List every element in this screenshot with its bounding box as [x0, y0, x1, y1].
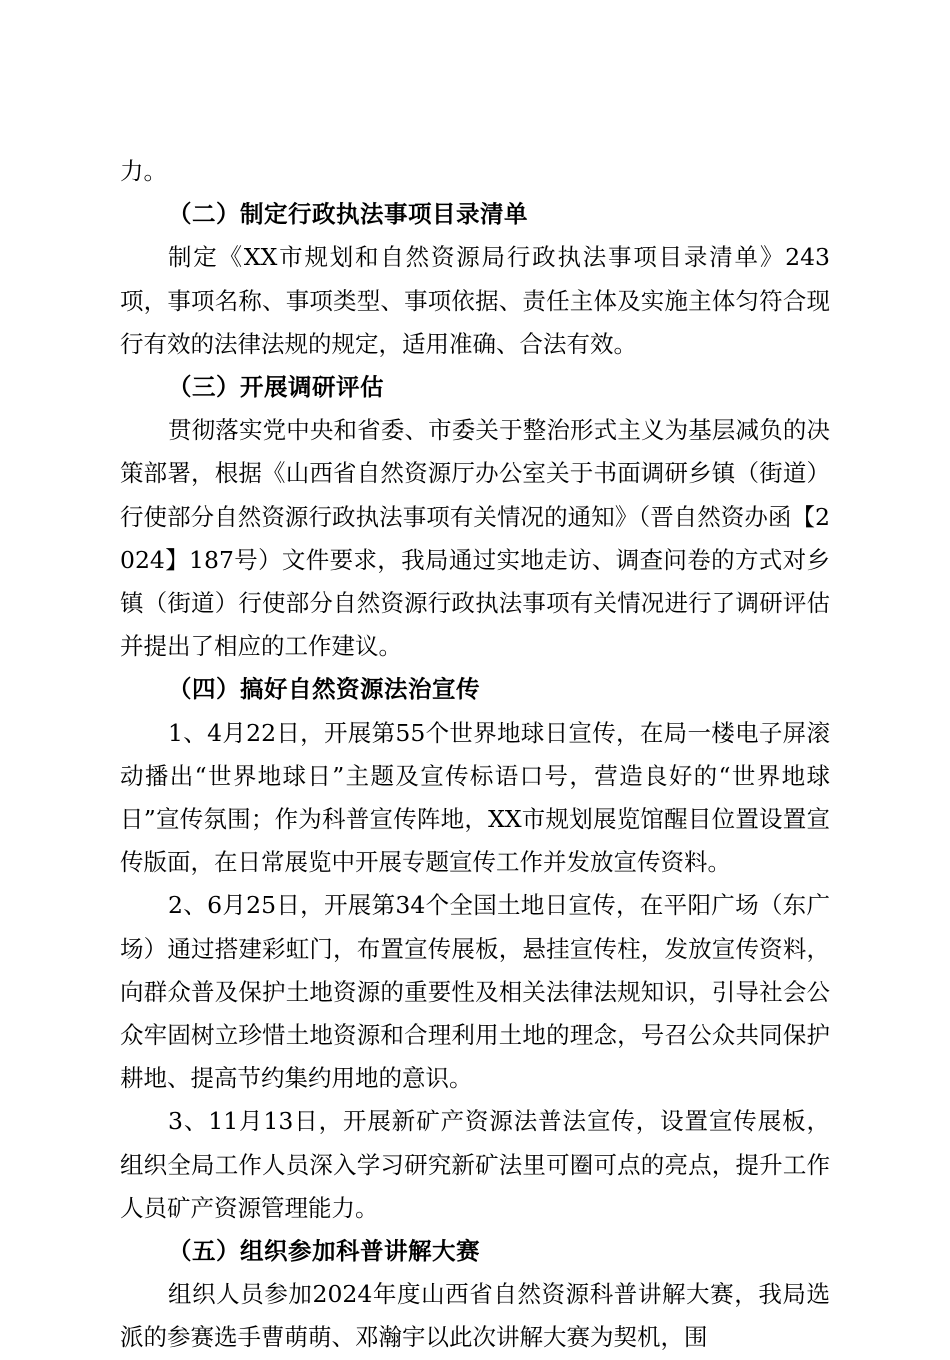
document-body [120, 150, 830, 1360]
section-2-paragraph-1: 制定《XX市规划和自然资源局行政执法事项目录清单》243项，事项名称、事项类型、事项依据、责任主体及实施主体匀符合现行有效的法律法规的规定，适用准确、合法有效。 [120, 243, 830, 358]
section-4-paragraph-1: 1、4月22日，开展第55个世界地球日宣传，在局一楼电子屏滚动播出“世界地球日”主题及宣传标语口号，营造良好的“世界地球日”宣传氛围；作为科普宣传阵地，XX市规划展览馆醒目位置设置宣传版面，在日常展览中开展专题宣传工作并发放宣传资料。 [120, 718, 830, 877]
section-4-paragraph-3: 3、11月13日，开展新矿产资源法普法宣传，设置宣传展板，组织全局工作人员深入学习研究新矿法里可圈可点的亮点，提升工作人员矿产资源管理能力。 [120, 1107, 830, 1222]
section-3-paragraph-1: 贯彻落实党中央和省委、市委关于整治形式主义为基层减负的决策部署，根据《山西省自然资源厅办公室关于书面调研乡镇（街道）行使部分自然资源行政执法事项有关情况的通知》（晋自然资办函【2024】187号）文件要求，我局通过实地走访、调查问卷的方式对乡镇（街道）行使部分自然资源行政执法事项有关情况进行了调研评估并提出了相应的工作建议。 [120, 416, 830, 661]
section-5-paragraph-1: 组织人员参加2024年度山西省自然资源科普讲解大赛，我局选派的参赛选手曹萌萌、邓瀚宇以此次讲解大赛为契机，围 [120, 1280, 830, 1352]
section-heading-4: （四）搞好自然资源法治宣传 [168, 675, 480, 704]
lead-fragment: 力。 [120, 157, 167, 185]
section-4-paragraph-2: 2、6月25日，开展第34个全国土地日宣传，在平阳广场（东广场）通过搭建彩虹门，布置宣传展板，悬挂宣传柱，发放宣传资料，向群众普及保护土地资源的重要性及相关法律法规知识，引导社会公众牢固树立珍惜土地资源和合理利用土地的理念，号召公众共同保护耕地、提高节约集约用地的意识。 [120, 891, 830, 1093]
section-heading-2: （二）制定行政执法事项目录清单 [168, 200, 528, 229]
section-heading-5: （五）组织参加科普讲解大赛 [168, 1237, 480, 1266]
section-heading-3: （三）开展调研评估 [168, 373, 384, 402]
